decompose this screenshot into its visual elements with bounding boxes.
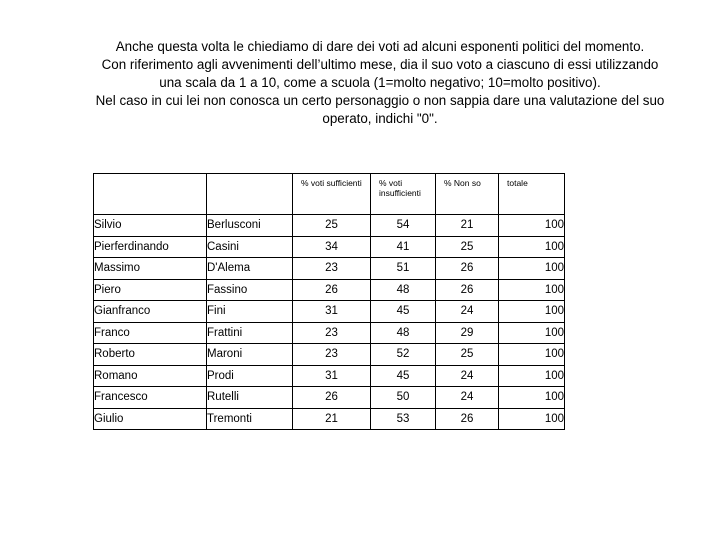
table-row <box>94 365 565 387</box>
total-cell: 100 <box>499 322 565 344</box>
first-name-cell: Franco <box>94 322 207 344</box>
sufficient-cell: 23 <box>293 258 371 280</box>
table-row <box>94 301 565 323</box>
header-dont-know: % Non so <box>436 174 499 215</box>
intro-line: Anche questa volta le chiediamo di dare dei voti ad alcuni esponenti politici del momento. <box>115 39 645 54</box>
total-cell: 100 <box>499 258 565 280</box>
sufficient-cell: 26 <box>293 387 371 409</box>
dont-know-cell: 24 <box>436 365 499 387</box>
last-name-cell: Fassino <box>207 279 293 301</box>
total-cell: 100 <box>499 365 565 387</box>
total-cell: 100 <box>499 301 565 323</box>
sufficient-cell: 25 <box>293 215 371 237</box>
insufficient-cell: 54 <box>371 215 436 237</box>
insufficient-cell: 45 <box>371 301 436 323</box>
last-name-cell: Frattini <box>207 322 293 344</box>
first-name-cell: Romano <box>94 365 207 387</box>
first-name-cell: Piero <box>94 279 207 301</box>
header-sufficient: % voti sufficienti <box>293 174 371 215</box>
table-row <box>94 236 565 258</box>
insufficient-cell: 48 <box>371 279 436 301</box>
first-name-cell: Roberto <box>94 344 207 366</box>
total-cell: 100 <box>499 279 565 301</box>
first-name-cell: Silvio <box>94 215 207 237</box>
table-row <box>94 258 565 280</box>
table-header <box>94 174 565 215</box>
dont-know-cell: 26 <box>436 258 499 280</box>
header-total: totale <box>499 174 565 215</box>
header-row <box>94 174 565 215</box>
intro-text <box>60 38 700 128</box>
table-row <box>94 344 565 366</box>
first-name-cell: Massimo <box>94 258 207 280</box>
dont-know-cell: 25 <box>436 236 499 258</box>
intro-line: Nel caso in cui lei non conosca un certo personaggio o non sappia dare una valutazione del suo <box>95 93 665 108</box>
dont-know-cell: 26 <box>436 408 499 430</box>
last-name-cell: Rutelli <box>207 387 293 409</box>
last-name-cell: Prodi <box>207 365 293 387</box>
header-last-name <box>207 174 293 215</box>
dont-know-cell: 29 <box>436 322 499 344</box>
intro-line: una scala da 1 a 10, come a scuola (1=molto negativo; 10=molto positivo). <box>159 75 601 90</box>
total-cell: 100 <box>499 387 565 409</box>
table-row <box>94 408 565 430</box>
dont-know-cell: 25 <box>436 344 499 366</box>
table-row <box>94 322 565 344</box>
intro-line: Con riferimento agli avvenimenti dell’ultimo mese, dia il suo voto a ciascuno di essi utilizzando <box>101 57 659 72</box>
sufficient-cell: 31 <box>293 365 371 387</box>
insufficient-cell: 41 <box>371 236 436 258</box>
intro-line: operato, indichi "0". <box>322 111 438 126</box>
total-cell: 100 <box>499 408 565 430</box>
sufficient-cell: 21 <box>293 408 371 430</box>
first-name-cell: Pierferdinando <box>94 236 207 258</box>
total-cell: 100 <box>499 236 565 258</box>
sufficient-cell: 34 <box>293 236 371 258</box>
header-insufficient: % voti insufficienti <box>371 174 436 215</box>
last-name-cell: Berlusconi <box>207 215 293 237</box>
sufficient-cell: 23 <box>293 322 371 344</box>
insufficient-cell: 50 <box>371 387 436 409</box>
table-row <box>94 279 565 301</box>
last-name-cell: Maroni <box>207 344 293 366</box>
insufficient-cell: 45 <box>371 365 436 387</box>
sufficient-cell: 23 <box>293 344 371 366</box>
insufficient-cell: 53 <box>371 408 436 430</box>
last-name-cell: D'Alema <box>207 258 293 280</box>
dont-know-cell: 26 <box>436 279 499 301</box>
survey-table <box>93 173 565 430</box>
insufficient-cell: 52 <box>371 344 436 366</box>
header-first-name <box>94 174 207 215</box>
last-name-cell: Fini <box>207 301 293 323</box>
first-name-cell: Gianfranco <box>94 301 207 323</box>
total-cell: 100 <box>499 344 565 366</box>
table-row <box>94 387 565 409</box>
sufficient-cell: 31 <box>293 301 371 323</box>
last-name-cell: Tremonti <box>207 408 293 430</box>
dont-know-cell: 24 <box>436 301 499 323</box>
first-name-cell: Giulio <box>94 408 207 430</box>
insufficient-cell: 48 <box>371 322 436 344</box>
first-name-cell: Francesco <box>94 387 207 409</box>
dont-know-cell: 24 <box>436 387 499 409</box>
dont-know-cell: 21 <box>436 215 499 237</box>
total-cell: 100 <box>499 215 565 237</box>
sufficient-cell: 26 <box>293 279 371 301</box>
last-name-cell: Casini <box>207 236 293 258</box>
table-body <box>94 215 565 430</box>
insufficient-cell: 51 <box>371 258 436 280</box>
table-row <box>94 215 565 237</box>
